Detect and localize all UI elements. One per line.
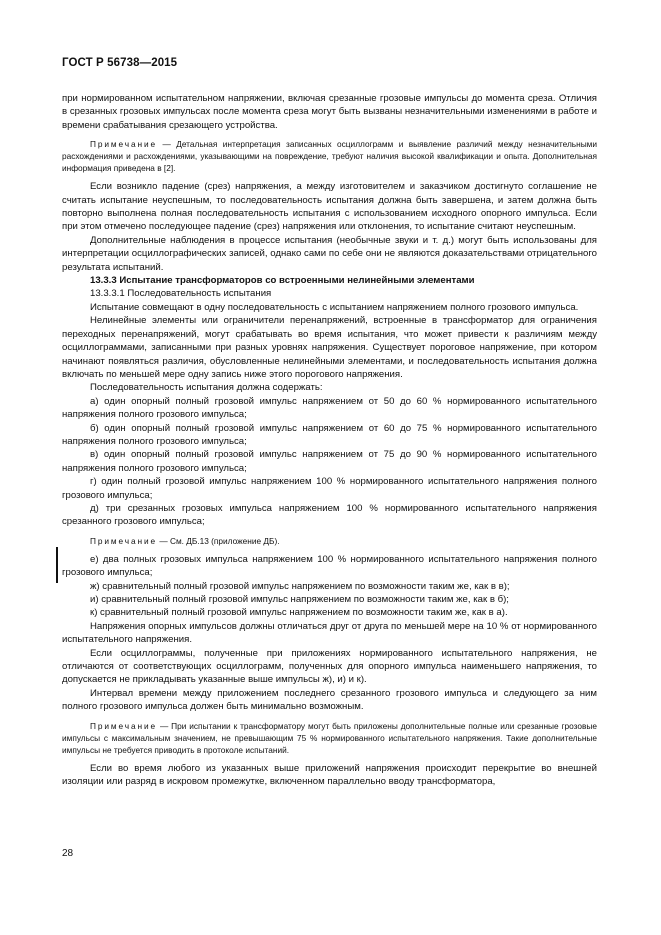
paragraph: Если во время любого из указанных выше приложений напряжения происходит перекрытие во внешней изоляции или разряд в искровом промежутке, включенном параллельно вводу трансформатора, <box>62 762 597 788</box>
paragraph: Нелинейные элементы или ограничители перенапряжений, встроенные в трансформатор для ограничения переходных перенапряжений, могут срабатывать во время испытания, что может привести к различиям между осциллограммами, записанными при разных уровнях напряжения. Существует пороговое напряжение, при котором начинают появляться различия, обусловленные нелинейными элементами, и последовательность испытания должна включать по меньшей мере одну запись ниже этого порогового напряжения. <box>62 315 597 380</box>
paragraph: Если возникло падение (срез) напряжения, а между изготовителем и заказчиком достигнуто соглашение не считать испытание неуспешным, то последовательность испытания должна быть завершена, и затем должна быть повторно выполнена полная последовательность испытания с использованием исходного опорного импульса. Если при этом отмечено последующее падение (срез) напряжения или отклонения, то испытание считают неуспешным. <box>62 181 597 233</box>
paragraph: Последовательность испытания должна содержать: <box>90 382 323 394</box>
list-item: к) сравнительный полный грозовой импульс напряжением по возможности таким же, как в а). <box>90 607 508 619</box>
paragraph: Если осциллограммы, полученные при приложениях нормированного испытательного напряжения, не отличаются от соответствующих осциллограмм, полученных для опорного импульса наименьшего напряжения, то допускается не прикладывать указанные выше импульсы ж), и) и к). <box>62 647 597 686</box>
paragraph: при нормированном испытательном напряжении, включая срезанные грозовые импульсы до момента среза. Отличия в срезанных грозовых импульсах после момента среза могут быть вызваны незначительными изменениями в работе и времени срабатывания срезающего устройства. <box>62 93 597 131</box>
note-label: Примечание <box>90 139 158 150</box>
paragraph: Интервал времени между приложением последнего срезанного грозового импульса и следующего за ним полного грозового импульса должен быть минимально возможным. <box>62 687 597 713</box>
paragraph: Испытание совмещают в одну последовательность с испытанием напряжением полного грозового импульса. <box>90 301 579 313</box>
list-item: е) два полных грозовых импульса напряжением 100 % нормированного испытательного напряжения полного грозового импульса; <box>62 553 597 579</box>
list-item: г) один полный грозовой импульс напряжением 100 % нормированного испытательного напряжения полного грозового импульса; <box>62 476 597 501</box>
page-number: 28 <box>62 848 74 859</box>
note-text: — Детальная интерпретация записанных осциллограмм и выявление различий между незначительными расхождениями и расхождениями, указывающими на повреждение, требуют наличия высокой квалификации и опыта. Дополнительная информация приведена в [2]. <box>62 139 598 174</box>
list-item: и) сравнительный полный грозовой импульс напряжением по возможности таким же, как в б); <box>90 594 509 605</box>
section-heading: 13.3.3 Испытание трансформаторов со встроенными нелинейными элементами <box>90 275 475 287</box>
list-item: д) три срезанных грозовых импульса напряжением 100 % нормированного испытательного напряжения срезанного грозового импульса; <box>62 502 597 528</box>
change-bar <box>56 547 58 583</box>
paragraph: Дополнительные наблюдения в процессе испытания (необычные звуки и т. д.) могут быть использованы для интерпретации осциллографических записей, однако сами по себе они не являются доказательствами отрицательного результата испытаний. <box>62 234 597 273</box>
paragraph: Напряжения опорных импульсов должны отличаться друг от друга по меньшей мере на 10 % от нормированного испытательного напряжения. <box>62 620 597 646</box>
note <box>62 720 597 756</box>
note-text: — При испытании к трансформатору могут быть приложены дополнительные полные или срезанные грозовые импульсы с максимальным значением, не превышающим 75 % нормированного испытательного напряжения. Такие дополнительные импульсы не требуется приводить в протоколе испытаний. <box>62 720 597 755</box>
subsection-heading: 13.3.3.1 Последовательность испытания <box>90 288 272 300</box>
document-header: ГОСТ Р 56738—2015 <box>62 57 178 69</box>
note-text: — См. ДБ.13 (приложение ДБ). <box>159 535 280 546</box>
list-item: ж) сравнительный полный грозовой импульс напряжением по возможности таким же, как в в); <box>90 580 510 592</box>
list-item: а) один опорный полный грозовой импульс напряжением от 50 до 60 % нормированного испытательного напряжения полного грозового импульса; <box>62 395 597 421</box>
note-label: Примечание <box>90 535 158 546</box>
note <box>62 138 597 174</box>
list-item: в) один опорный полный грозовой импульс напряжением от 75 до 90 % нормированного испытательного напряжения полного грозового импульса; <box>62 449 597 474</box>
note-label: Примечание <box>90 720 158 731</box>
page-body <box>62 92 597 788</box>
note <box>62 535 597 547</box>
list-item: б) один опорный полный грозовой импульс напряжением от 60 до 75 % нормированного испытательного напряжения полного грозового импульса; <box>62 422 597 447</box>
